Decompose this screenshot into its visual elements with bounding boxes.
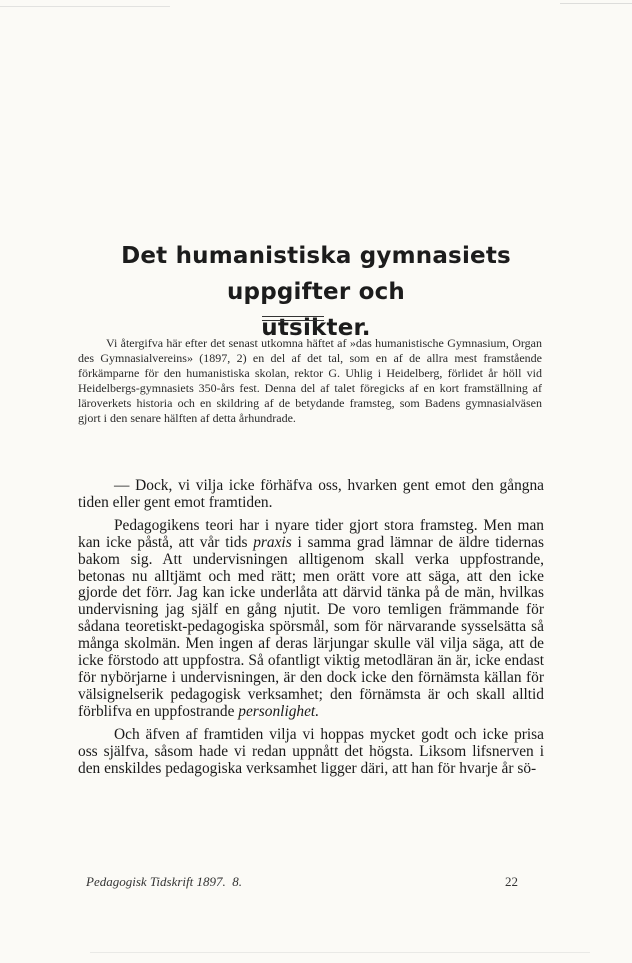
emphasis-personlighet: personlighet. xyxy=(238,702,320,720)
paragraph-1: — Dock, vi vilja icke förhäfva oss, hvarken gent emot den gångna tiden eller gent emot framtiden. xyxy=(78,477,544,511)
signature-mark: 8. xyxy=(232,874,242,889)
paragraph-2 xyxy=(78,518,544,721)
emphasis-praxis: praxis xyxy=(253,533,292,551)
page-number: 22 xyxy=(505,874,518,889)
paragraph-2-part-b: i samma grad lämnar de äldre tidernas bakom sig. Att undervisningen alltigenom skall verka uppfostrande, betonas nu alltjämt och med rätt; men orätt vore att säga, att den icke gjorde det förr. Jag kan icke underlåta att därvid tänka på de män, hvilkas undervisning jag själf en gång njutit. De voro temligen främmande för sådana teoretiskt-pedagogiska spörsmål, som för närvarande sysselsätta så många skolmän. Men ingen af deras lärjungar skulle väl vilja säga, att de icke förstodo att uppfostra. Så ofantligt viktig metodläran än är, icke endast för nybörjarne i undervisningen, är den dock icke den förnämsta källan för välsignelserik pedagogisk verksamhet; den förnämsta är och skall alltid förblifva en uppfostrande xyxy=(78,533,545,720)
title-line-2: utsikter. xyxy=(261,315,371,341)
journal-title: Pedagogisk Tidskrift 1897. xyxy=(86,874,226,889)
paragraph-2-part-a: Pedagogikens teori har i nyare tider gjort stora framsteg. Men man kan icke påstå, att vår tids xyxy=(78,516,544,551)
scan-mark-bottom xyxy=(90,952,590,953)
body-text xyxy=(78,478,544,777)
article-title xyxy=(60,238,572,346)
intro-paragraph: Vi återgifva här efter det senast utkomna häftet af »das humanistische Gymnasium, Organ des Gymnasialvereins» (1897, 2) en del af det tal, som en af de allra mest framstående förkämparne för den humanistiska skolan, rektor G. Uhlig i Heidelberg, förlidet år höll vid Heidelbergs-gymnasiets 350-års fest. Denna del af talet föregicks af en kort framställning af läroverkets historia och en skildring af de betydande framsteg, som Badens gymnasialväsen gjort i den senare hälften af detta århundrade. xyxy=(78,336,542,425)
page-footer xyxy=(86,874,518,890)
paragraph-3: Och äfven af framtiden vilja vi hoppas mycket godt och icke prisa oss själfva, såsom hade vi redan uppnått det högsta. Liksom lifsnerven i den enskildes pedagogiska verksamhet ligger däri, att han för hvarje år sö- xyxy=(78,725,544,777)
title-line-1: Det humanistiska gymnasiets uppgifter och xyxy=(121,243,511,305)
journal-name xyxy=(86,874,242,890)
scan-mark-top-left xyxy=(0,6,170,7)
title-rule xyxy=(262,316,324,321)
scan-mark-top-right xyxy=(560,3,632,4)
